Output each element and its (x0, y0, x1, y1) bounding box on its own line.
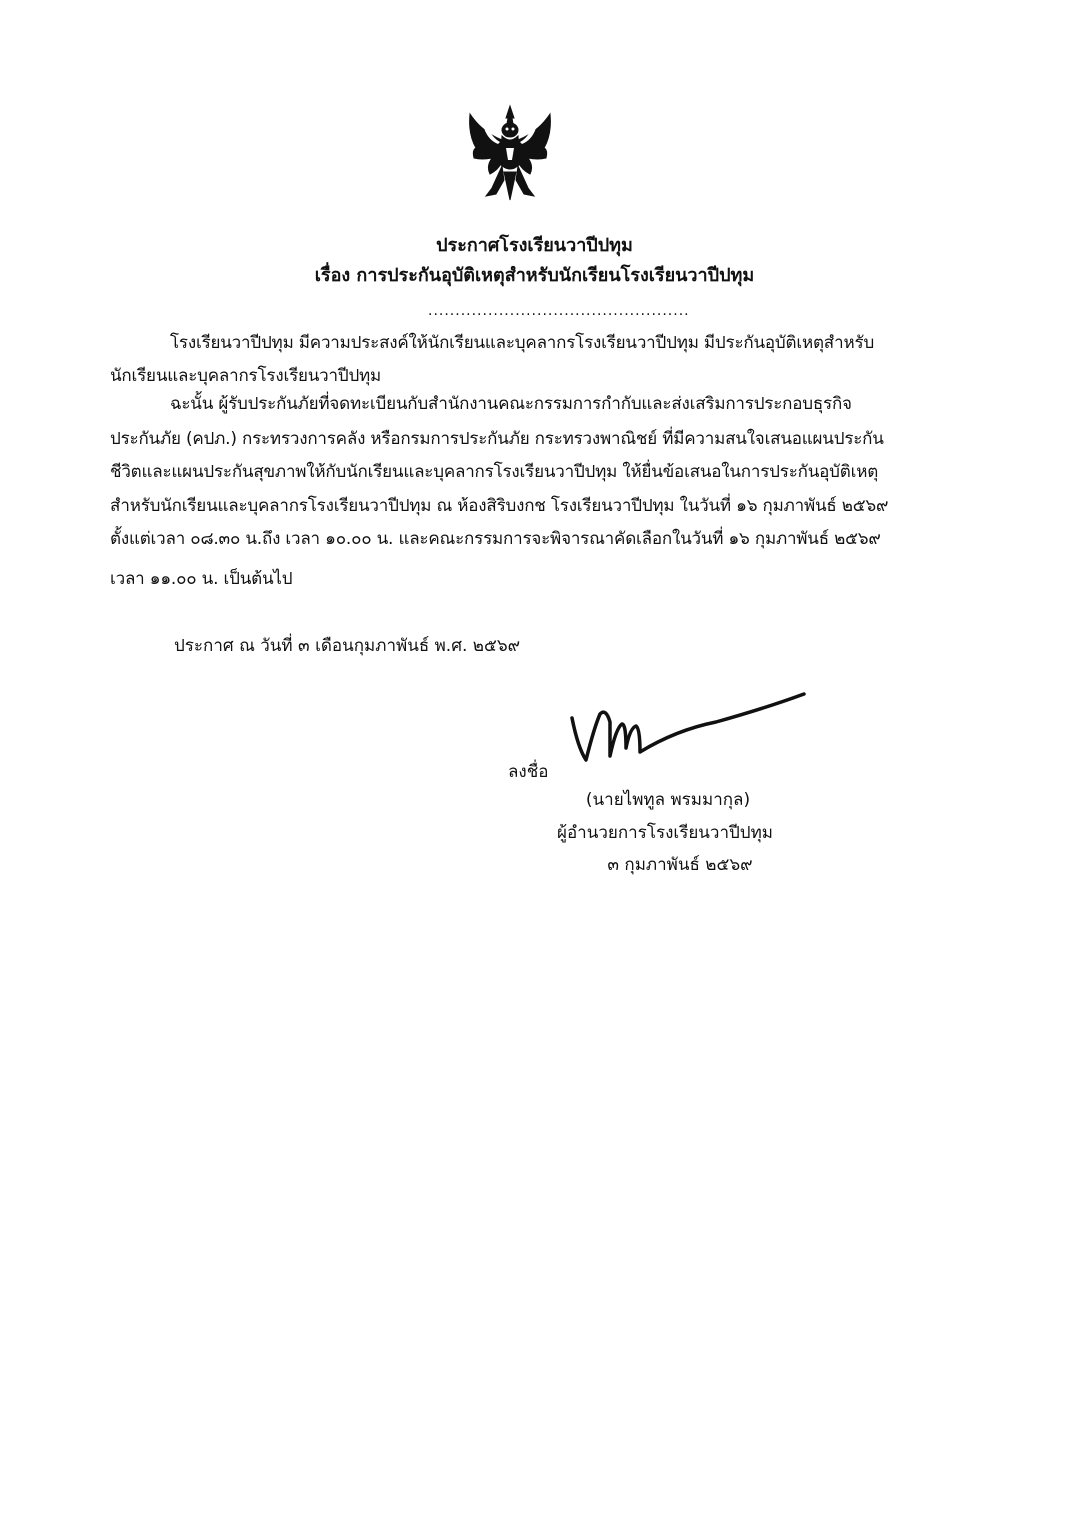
body-line-8: เวลา ๑๑.๐๐ น. เป็นต้นไป (110, 569, 293, 589)
separator-line: ................................................ (428, 303, 690, 319)
document-title: ประกาศโรงเรียนวาปีปทุม (436, 235, 633, 256)
signer-name: (นายไพทูล พรมมากุล) (585, 790, 751, 810)
body-line-7: ตั้งแต่เวลา ๐๘.๓๐ น.ถึง เวลา ๑๐.๐๐ น. และคณะกรรมการจะพิจารณาคัดเลือกในวันที่ ๑๖ กุมภาพันธ์ ๒๕๖๙ (110, 529, 881, 549)
body-line-1: โรงเรียนวาปีปทุม มีความประสงค์ให้นักเรียนและบุคลากรโรงเรียนวาปีปทุม มีประกันอุบัติเหตุสำหรับ (170, 333, 875, 353)
body-line-5: ชีวิตและแผนประกันสุขภาพให้กับนักเรียนและบุคลากรโรงเรียนวาปีปทุม ให้ยื่นข้อเสนอในการประกันอุบัติเหตุ (110, 462, 879, 482)
signer-position: ผู้อำนวยการโรงเรียนวาปีปทุม (557, 823, 773, 843)
body-line-2: นักเรียนและบุคลากรโรงเรียนวาปีปทุม (110, 366, 382, 386)
document-subject: เรื่อง การประกันอุบัติเหตุสำหรับนักเรียนโรงเรียนวาปีปทุม (314, 265, 755, 286)
body-line-3: ฉะนั้น ผู้รับประกันภัยที่จดทะเบียนกับสำนักงานคณะกรรมการกำกับและส่งเสริมการประกอบธุรกิจ (170, 394, 852, 414)
body-line-4: ประกันภัย (คปภ.) กระทรวงการคลัง หรือกรมการประกันภัย กระทรวงพาณิชย์ ที่มีความสนใจเสนอแผนประกัน (110, 429, 884, 449)
signature-label: ลงชื่อ (508, 762, 549, 782)
announcement-date: ประกาศ ณ วันที่ ๓ เดือนกุมภาพันธ์ พ.ศ. ๒๕๖๙ (174, 636, 521, 656)
garuda-emblem-icon (462, 104, 558, 204)
body-line-6: สำหรับนักเรียนและบุคลากรโรงเรียนวาปีปทุม ณ ห้องสิริบงกช โรงเรียนวาปีปทุม ในวันที่ ๑๖ กุมภาพันธ์ ๒๕๖๙ (110, 496, 889, 516)
signature-date: ๓ กุมภาพันธ์ ๒๕๖๙ (607, 855, 753, 875)
handwritten-signature (566, 688, 808, 770)
